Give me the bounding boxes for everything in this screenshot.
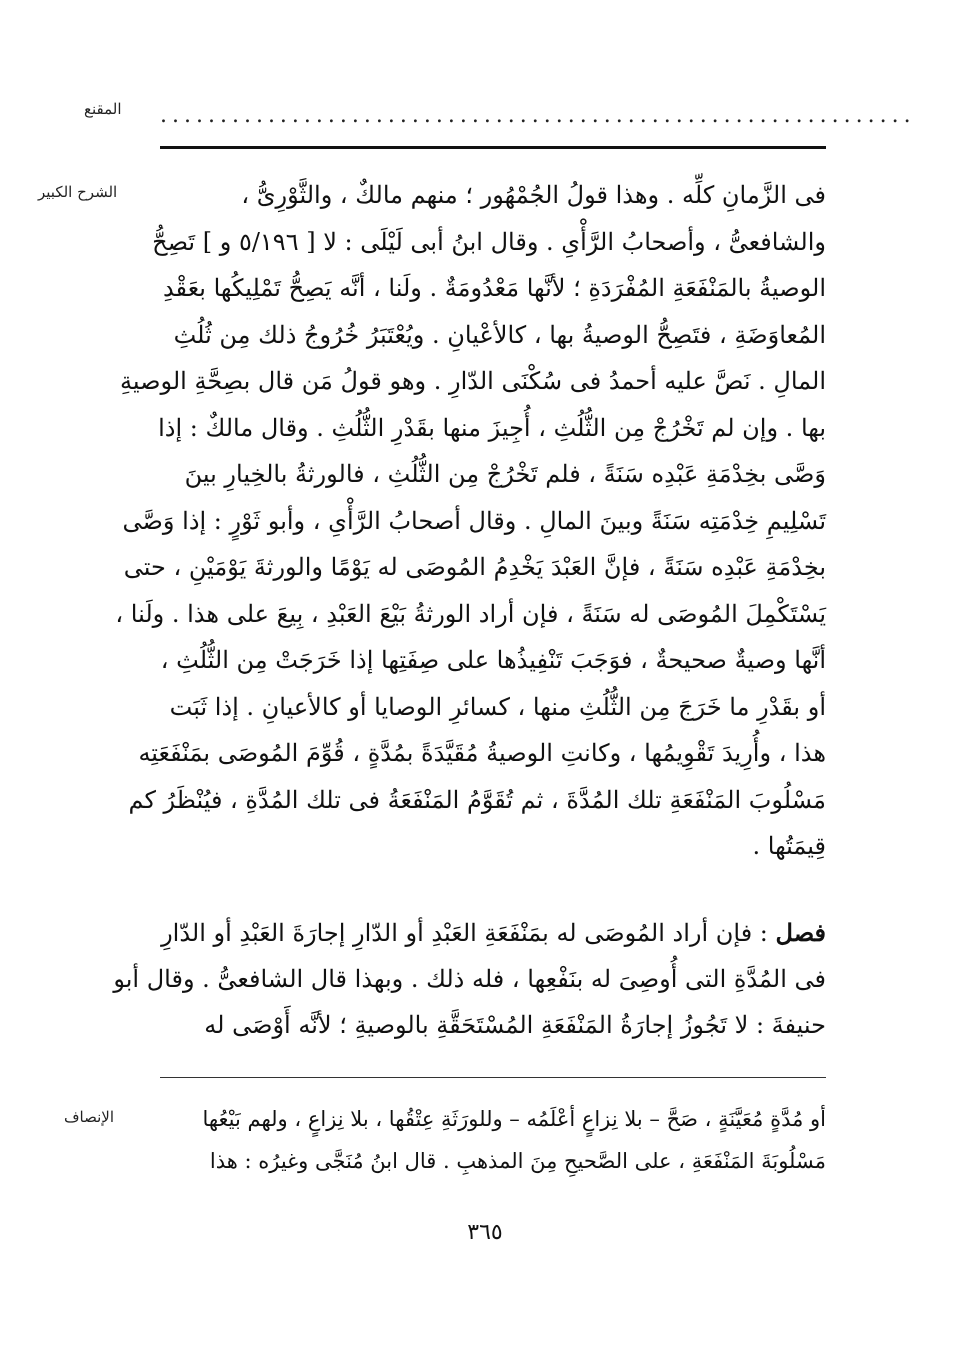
text-line: أو مُدَّةٍ مُعَيَّنَةٍ ، صَحَّ – بلا نِزاعٍ أعْلَمُه – وللورَثَةِ عِتْقُها ، بلا نِزاعٍ ، ولهم بَيْعُها xyxy=(202,1107,826,1131)
text-line: حنيفةَ : لا تَجُوزُ إجارَةُ المَنْفَعَةِ المُسْتَحَقَّةِ بالوصيةِ ؛ لأنَّه أَوْصَى له xyxy=(204,1011,826,1039)
text-line: أنَّها وصيةٌ صحيحةٌ ، فوَجَبَ تَنْفِيذُها على صِفَتِها إذا خَرَجَتْ مِن الثُّلُثِ ، xyxy=(160,646,826,674)
main-text-block xyxy=(115,172,826,870)
running-title: المقنع xyxy=(84,100,122,118)
text-line: فى الزَّمانِ كلِّه . وهذا قولُ الجُمْهُور ؛ منهم مالكٌ ، والثَّوْرِىُّ ، xyxy=(241,181,826,209)
text-line: أو بقَدْرِ ما خَرَجَ مِن الثُّلُثِ منها ، كسائرِ الوصايا أو كالأعيانِ . إذا ثَبَت xyxy=(169,692,826,721)
text-line: هذا ، وأُرِيدَ تَقْوِيمُها ، وكانتِ الوصيةُ مُقَيَّدَةً بمُدَّةٍ ، قُوِّمَ المُوصَى بمَنْفَعَتِه xyxy=(138,739,826,767)
margin-label-insaf: الإنصاف xyxy=(64,1108,115,1126)
text-line: يَسْتَكْمِلَ المُوصَى له سَنَةً ، فإن أراد الورثةُ بَيْعَ العَبْدِ ، بِيعَ على هذا . ولَنا ، xyxy=(115,599,826,628)
margin-label-sharh: الشرح الكبير xyxy=(38,183,118,201)
text-line: بخِدْمَةِ عَبْدِه سَنَةً ، فإنَّ العَبْدَ يَخْدِمُ المُوصَى له يَوْمًا والورثةَ يَوْمَيْنِ ، حتى xyxy=(123,553,826,581)
text-line: المُعاوَضَةِ ، فتَصِحُّ الوصيةُ بها ، كالأعْيانِ . ويُعْتَبَرُ خُرُوجُ ذلك مِن ثُلُثِ xyxy=(173,320,826,349)
text-line: فى المُدَّةِ التى أُوصِىَ له بنَفْعِها ، فله ذلك . وبهذا قال الشافعىُّ . وقال أبو xyxy=(113,965,826,993)
text-line: بها . وإن لم تَخْرُجْ مِن الثُّلُثِ ، أُجِيزَ منها بقَدْرِ الثُّلُثِ . وقال مالكٌ : إذا xyxy=(158,413,826,442)
header-dotted-line: ............................................................... xyxy=(160,103,916,128)
fasl-first-line xyxy=(160,910,826,956)
text-line: المالِ . نَصَّ عليه أحمدُ فى سُكْنَى الدّارِ . وهو قولُ مَن قال بصِحَّةِ الوصيةِ xyxy=(119,367,826,395)
fasl-line-rest: : فإن أراد المُوصَى له بمَنْفَعَةِ العَبْدِ أو الدّارِ إجارَةَ العَبْدِ أو الدّارِ xyxy=(161,919,768,947)
text-line: مَسْلُوبَ المَنْفَعَةِ تلك المُدَّةَ ، ثم تُقَوَّمُ المَنْفَعَةُ فى تلك المُدَّةِ ، فيُنْظَرُ كم xyxy=(128,785,826,814)
footnote-rule xyxy=(160,1077,826,1078)
text-line: قِيمَتُها . xyxy=(752,832,826,860)
text-line: مَسْلُوبَةَ المَنْفَعَةِ ، على الصَّحيحِ مِنَ المذهبِ . قال ابنُ مُنَجَّى وغيرُه : هذا xyxy=(209,1149,826,1173)
page-number: ٣٦٥ xyxy=(467,1220,503,1245)
fasl-heading: فصل xyxy=(775,918,826,947)
insaf-text-block xyxy=(160,1098,826,1182)
header-rule xyxy=(160,146,826,149)
text-line: وَصَّى بخِدْمَةِ عَبْدِه سَنَةً ، فلم تَخْرُجْ مِن الثُّلُثِ ، فالورثةُ بالخِيارِ بينَ xyxy=(184,460,826,488)
text-line: الوصيةُ بالمَنْفَعَةِ المُفْرَدَةِ ؛ لأنَّها مَعْدُومَةٌ . ولَنا ، أنَّه يَصِحُّ تَمْلِيكُها بعَقْدِ xyxy=(162,274,826,302)
fasl-section xyxy=(113,910,826,1048)
text-line: تَسْلِيمِ خِدْمَتِه سَنَةً وبينَ المالِ . وقال أصحابُ الرَّأْىِ ، وأبو ثَوْرٍ : إذا وَصَّى xyxy=(122,506,826,535)
text-line: والشافعىُّ ، وأصحابُ الرَّأْىِ . وقال ابنُ أبى لَيْلَى : لا [ ٥/١٩٦ و ] تَصِحُّ xyxy=(152,227,826,256)
